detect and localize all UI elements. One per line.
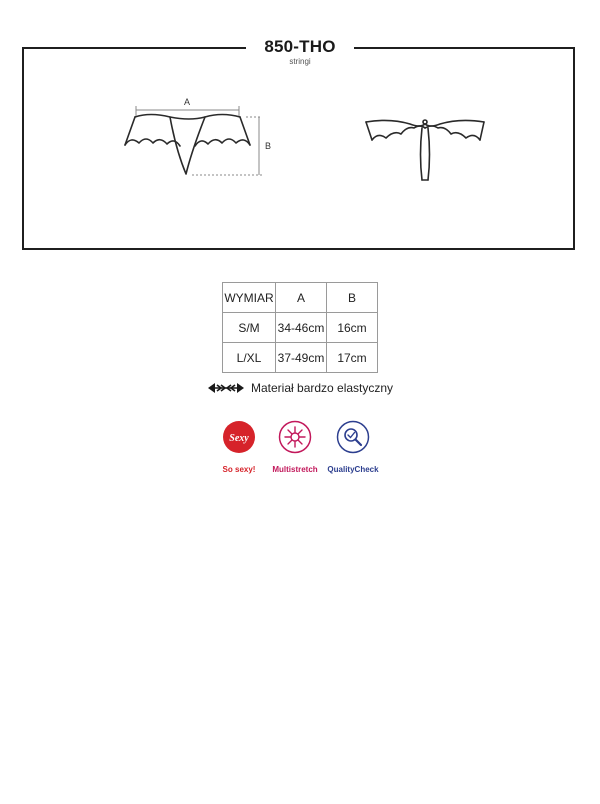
size-table bbox=[222, 282, 378, 373]
header-cell: WYMIAR bbox=[223, 283, 276, 313]
size-cell: 16cm bbox=[327, 313, 378, 343]
sexy-icon-text: Sexy bbox=[229, 433, 249, 444]
quality-check-icon bbox=[336, 420, 370, 454]
back-view bbox=[366, 120, 484, 180]
garment-diagram bbox=[0, 0, 600, 260]
table-row bbox=[223, 313, 378, 343]
badge-quality-check bbox=[318, 420, 388, 474]
label-b: B bbox=[265, 141, 272, 151]
feature-badges bbox=[0, 420, 600, 480]
elastic-note-text: Materiał bardzo elastyczny bbox=[251, 381, 394, 395]
size-cell: L/XL bbox=[223, 343, 276, 373]
product-code: 850-THO bbox=[264, 37, 336, 56]
size-cell: 37-49cm bbox=[276, 343, 327, 373]
stretch-arrows-icon bbox=[207, 382, 245, 394]
elastic-note bbox=[207, 380, 393, 396]
badge-label: So sexy! bbox=[222, 465, 256, 474]
header-cell: B bbox=[327, 283, 378, 313]
sexy-icon bbox=[222, 420, 256, 454]
size-cell: 34-46cm bbox=[276, 313, 327, 343]
size-cell: S/M bbox=[223, 313, 276, 343]
measurement-b bbox=[192, 117, 262, 175]
header-cell: A bbox=[276, 283, 327, 313]
size-cell: 17cm bbox=[327, 343, 378, 373]
product-type: stringi bbox=[289, 57, 311, 66]
size-table-header bbox=[223, 283, 378, 313]
front-view bbox=[125, 115, 250, 175]
table-row bbox=[223, 343, 378, 373]
multistretch-icon bbox=[278, 420, 312, 454]
badge-label: Multistretch bbox=[272, 465, 318, 474]
label-a: A bbox=[183, 97, 191, 107]
badge-label: QualityCheck bbox=[327, 465, 379, 474]
